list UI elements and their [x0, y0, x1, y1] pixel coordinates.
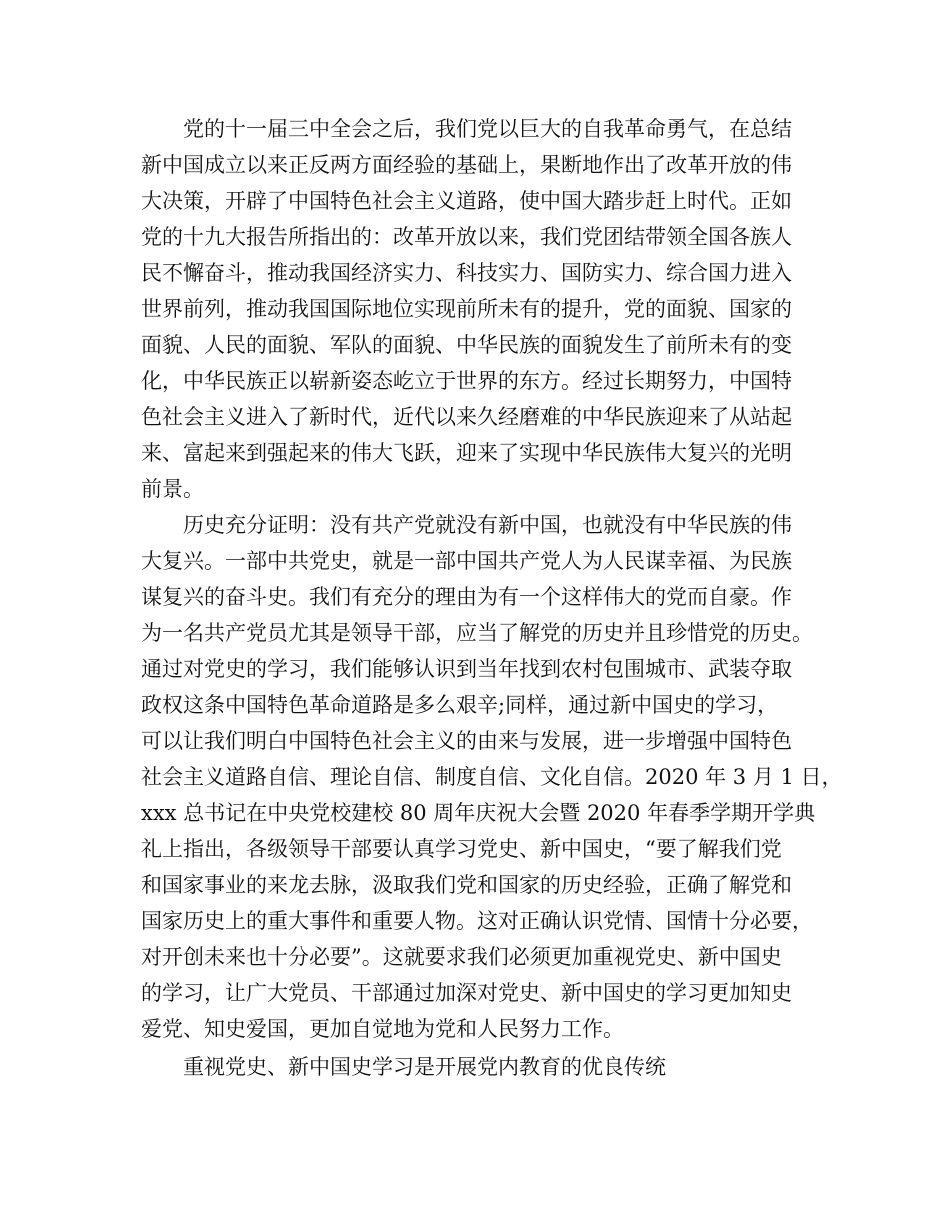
text-line: 和国家事业的来龙去脉，汲取我们党和国家的历史经验，正确了解党和 [141, 873, 792, 897]
text-line: 礼上指出，各级领导干部要认真学习党史、新中国史，“要了解我们党 [141, 837, 782, 861]
text-line: 的学习，让广大党员、干部通过加深对党史、新中国史的学习更加知史 [141, 981, 792, 1005]
text-line: 国家历史上的重大事件和重要人物。这对正确认识党情、国情十分必要， [141, 909, 813, 933]
text-line: 新中国成立以来正反两方面经验的基础上，果断地作出了改革开放的伟 [141, 153, 792, 177]
text-line: 党的十一届三中全会之后，我们党以巨大的自我革命勇气，在总结 [183, 117, 792, 141]
text-line: 爱党、知史爱国，更加自觉地为党和人民努力工作。 [141, 1017, 624, 1041]
text-line: 社会主义道路自信、理论自信、制度自信、文化自信。2020 年 3 月 1 日， [141, 765, 843, 789]
text-line: 党的十九大报告所指出的：改革开放以来，我们党团结带领全国各族人 [141, 225, 792, 249]
text-line: 世界前列，推动我国国际地位实现前所未有的提升，党的面貌、国家的 [141, 297, 792, 321]
text-line: 通过对党史的学习，我们能够认识到当年找到农村包围城市、武装夺取 [141, 657, 792, 681]
text-line: 前景。 [141, 477, 204, 501]
text-line: 谋复兴的奋斗史。我们有充分的理由为有一个这样伟大的党而自豪。作 [141, 585, 792, 609]
text-line: 民不懈奋斗，推动我国经济实力、科技实力、国防实力、综合国力进入 [141, 261, 792, 285]
text-line: 为一名共产党员尤其是领导干部，应当了解党的历史并且珍惜党的历史。 [141, 621, 813, 645]
text-line: 可以让我们明白中国特色社会主义的由来与发展，进一步增强中国特色 [141, 729, 792, 753]
text-line: xxx 总书记在中央党校建校 80 周年庆祝大会暨 2020 年春季学期开学典 [141, 801, 816, 825]
text-line: 大决策，开辟了中国特色社会主义道路，使中国大踏步赶上时代。正如 [141, 189, 792, 213]
text-line: 来、富起来到强起来的伟大飞跃，迎来了实现中华民族伟大复兴的光明 [141, 441, 792, 465]
text-line: 政权这条中国特色革命道路是多么艰辛;同样，通过新中国史的学习， [141, 693, 779, 717]
text-line: 面貌、人民的面貌、军队的面貌、中华民族的面貌发生了前所未有的变 [141, 333, 792, 357]
text-line: 历史充分证明：没有共产党就没有新中国，也就没有中华民族的伟 [183, 513, 792, 537]
text-line: 大复兴。一部中共党史，就是一部中国共产党人为人民谋幸福、为民族 [141, 549, 792, 573]
text-line: 对开创未来也十分必要”。这就要求我们必须更加重视党史、新中国史 [141, 945, 782, 969]
text-line: 重视党史、新中国史学习是开展党内教育的优良传统 [183, 1055, 666, 1079]
text-line: 化，中华民族正以崭新姿态屹立于世界的东方。经过长期努力，中国特 [141, 369, 792, 393]
text-line: 色社会主义进入了新时代，近代以来久经磨难的中华民族迎来了从站起 [141, 405, 792, 429]
